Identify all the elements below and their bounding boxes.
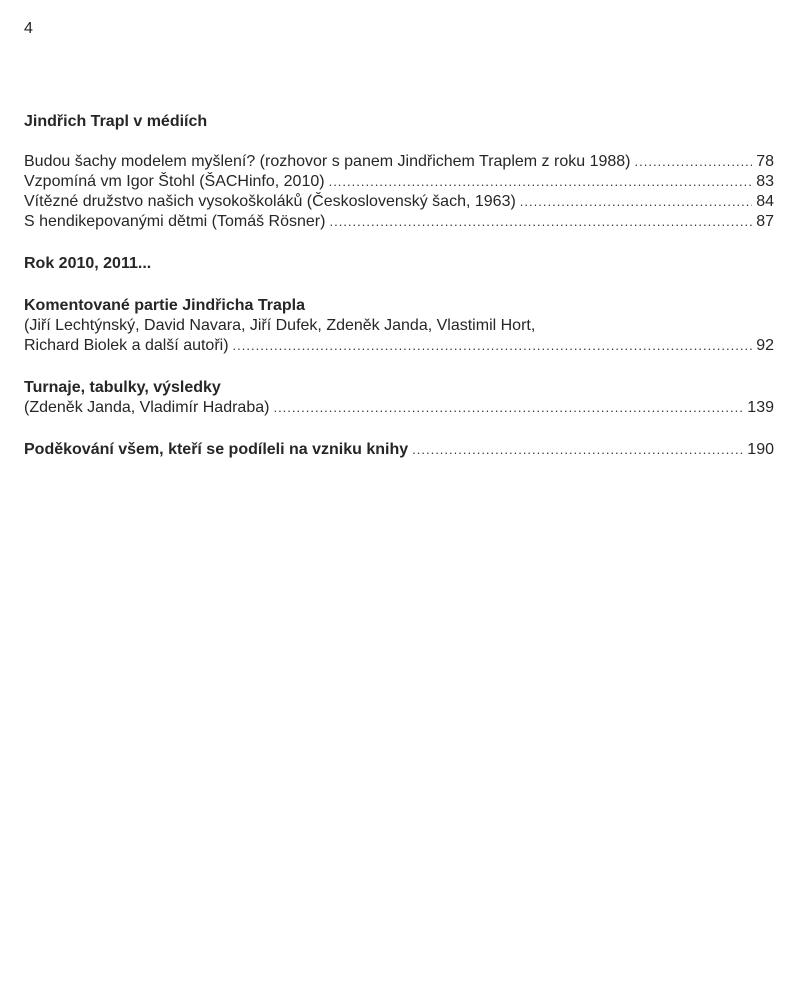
toc-entry[interactable] xyxy=(24,212,774,232)
toc-entry-page: 83 xyxy=(756,173,774,190)
dot-leader xyxy=(329,212,752,232)
page-number: 4 xyxy=(24,20,33,37)
section-heading-tournaments: Turnaje, tabulky, výsledky xyxy=(24,379,221,396)
toc-entry-page: 139 xyxy=(747,399,774,416)
toc-entry[interactable] xyxy=(24,398,774,418)
toc-entry-title: S hendikepovanými dětmi (Tomáš Rösner) xyxy=(24,213,326,230)
toc-entry-title: Vzpomíná vm Igor Štohl (ŠACHinfo, 2010) xyxy=(24,173,325,190)
dot-leader xyxy=(233,336,753,356)
dot-leader xyxy=(329,172,753,192)
toc-entry-title: Richard Biolek a další autoři) xyxy=(24,337,229,354)
toc-entry-page: 84 xyxy=(756,193,774,210)
toc-entry-page: 87 xyxy=(756,213,774,230)
toc-entry[interactable] xyxy=(24,192,774,212)
toc-entry-title: (Zdeněk Janda, Vladimír Hadraba) xyxy=(24,399,270,416)
toc-entry-page: 190 xyxy=(747,441,774,458)
dot-leader xyxy=(635,152,753,172)
toc-entry-thanks[interactable] xyxy=(24,440,774,460)
toc-entry-title: Vítězné družstvo našich vysokoškoláků (Československý šach, 1963) xyxy=(24,193,516,210)
toc-entry-page: 78 xyxy=(756,153,774,170)
toc-entry[interactable] xyxy=(24,172,774,192)
dot-leader xyxy=(520,192,752,212)
dot-leader xyxy=(412,440,743,460)
dot-leader xyxy=(273,398,743,418)
toc-entry-title: Poděkování všem, kteří se podíleli na vzniku knihy xyxy=(24,441,409,458)
toc-entry-page: 92 xyxy=(756,337,774,354)
section-heading-games: Komentované partie Jindřicha Trapla xyxy=(24,297,305,314)
section-heading-year: Rok 2010, 2011... xyxy=(24,255,152,272)
toc-entry-title: Budou šachy modelem myšlení? (rozhovor s panem Jindřichem Traplem z roku 1988) xyxy=(24,153,631,170)
table-of-contents xyxy=(24,112,774,460)
toc-entry-authors: (Jiří Lechtýnský, David Navara, Jiří Dufek, Zdeněk Janda, Vlastimil Hort, xyxy=(24,317,536,334)
toc-entry[interactable] xyxy=(24,152,774,172)
section-heading-media: Jindřich Trapl v médiích xyxy=(24,113,208,130)
toc-entry[interactable] xyxy=(24,336,774,356)
